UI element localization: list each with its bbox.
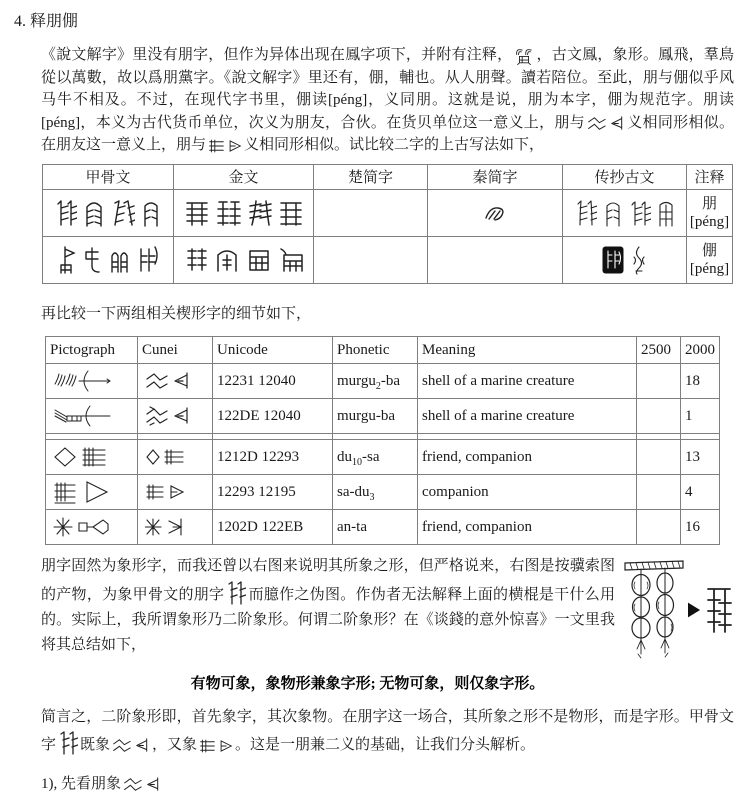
phonetic-base: sa-du [337,483,370,500]
cc4-glyph [657,198,675,228]
unicode-cell: 1212D 12293 [213,440,333,475]
qin1-glyph [482,203,508,223]
meaning-cell: companion [418,475,637,510]
cc1-glyph [575,198,597,228]
phonetic-cell [333,399,418,434]
text-run: 既象 [80,737,111,753]
unicode-cell: 122DE 12040 [213,399,333,434]
bp3-glyph [248,198,272,228]
phonetic-cell [333,364,418,399]
annotation-pinyin: [péng] [689,213,730,230]
oracle-peng-glyph-icon [226,579,246,606]
text-run: 而臆作之伪图。作伪者无法解释上面的横棍是干什么用的。实际上，我所谓象形乃二阶象形。何谓二阶象形？在《谈錢的意外惊喜》一文里我将其总结如下， [41,587,615,653]
cuneiform-cell [138,364,213,399]
shell-strings-drawing [623,556,685,664]
meaning-cell: shell of a marine creature [418,364,637,399]
col-header-cunei: Cunei [138,337,213,364]
cuneiform-cell [138,399,213,434]
count-2500-cell [637,510,681,545]
paragraph-summary [41,705,734,757]
cun1-glyph [145,371,191,391]
chu-slip-glyph-cell [314,189,428,236]
phonetic-sub: 2 [375,380,381,392]
bp2-glyph [216,198,242,228]
phonetic-cell [333,440,418,475]
principle-statement: 有物可象，象物形兼象字形; 无物可象，则仅象字形。 [190,676,545,692]
document-page [0,8,735,809]
op1-glyph [55,198,77,228]
pict5-glyph [53,516,109,538]
text-run: 义相同形相似。试比较二字的上古写法如下， [244,137,545,153]
annotation-cell [687,189,733,236]
transmitted-glyph-cell [563,236,687,283]
shell-string-figure [623,556,734,664]
annotation-pinyin: [péng] [689,260,730,277]
meaning-cell: friend, companion [418,440,637,475]
count-2500-cell [637,364,681,399]
oracle-bone-glyph-cell [43,189,174,236]
phonetic-cell [333,510,418,545]
pictograph-cell [46,364,138,399]
annotation-char: 朋 [701,195,717,212]
col-header-chuanchao: 传抄古文 [563,164,687,189]
col-header-pictograph: Pictograph [46,337,138,364]
table-header-row [43,164,733,189]
text-run: 1), 先看朋象 [41,776,121,792]
text-run: ，古文鳳，象形。鳳飛，羣鳥從以萬數，故以爲朋黨字。《說文解字》里还有，倗，輔也。从人朋聲。讀若陪位。至此，朋与倗似乎风马牛不相及。不过，在现代字书里，倗读[péng]，义同朋。这就是说，朋为本字，倗为规范字。朋读[péng]，本义为古代货币单位，次义为朋友，合伙。在货贝单位这一意义上，朋与 [41,47,734,131]
phonetic-base: du [337,448,352,465]
col-header-chujian: 楚简字 [314,164,428,189]
oq2-glyph [82,245,102,275]
cun4-glyph [145,483,185,501]
meaning-cell: friend, companion [418,510,637,545]
phonetic-base: murgu [337,372,376,389]
cc3-glyph [629,198,651,228]
text-run: 义相同形相似。在朋友这一意义上，朋与 [41,114,734,153]
op4-glyph [141,198,161,228]
cun2-glyph [145,405,191,427]
text-run: ，又象 [152,737,198,753]
cunei-sadu-glyph-icon [199,738,233,754]
cuneiform-cell [138,510,213,545]
count-2000-cell: 4 [681,475,720,510]
paragraph-compare: 再比较一下两组相关楔形字的细节如下， [41,305,312,322]
phonetic-base: an-ta [337,518,367,535]
oq3-glyph [108,245,130,275]
op3-glyph [111,198,135,228]
text-run: 《說文解字》里没有朋字，但作为异体出现在鳳字项下，并附有注释， [41,47,513,63]
ccb1-glyph [602,246,624,274]
paragraph-intro [41,44,734,157]
oq1-glyph [58,245,76,275]
phonetic-sub: 10 [352,456,362,468]
count-2500-cell [637,399,681,434]
pictograph-cell [46,510,138,545]
cun3-glyph [145,448,185,466]
cunei-sadu-glyph-icon [208,138,242,154]
text-run: 朋字固然为象形字，而我还曾以右图来说明其所象之形，但严格说来，右图是按骥索图的产物，为象甲骨文的朋字 [41,558,615,603]
annotation-char: 倗 [701,242,717,259]
guwen-feng-glyph-icon [514,46,534,65]
count-2500-cell [637,440,681,475]
pict3-glyph [53,446,109,468]
qin-slip-glyph-cell [428,236,563,283]
paragraph-discussion [41,554,734,658]
col-header-jiaguwen: 甲骨文 [43,164,174,189]
bp1-glyph [184,198,210,228]
pictograph-cell [46,440,138,475]
oracle-peng-glyph-icon [58,729,78,756]
oq4-glyph [136,245,158,275]
cun5-glyph [145,517,185,537]
table-row-peng2 [43,236,733,283]
oracle-peng-large-glyph [704,583,734,637]
bronze-glyph-cell [174,236,314,283]
qin-slip-glyph-cell [428,189,563,236]
transmitted-glyph-cell [563,189,687,236]
cunei-murgu-glyph-icon [112,737,150,754]
col-header-2000: 2000 [681,337,720,364]
cuneiform-cell [138,475,213,510]
count-2000-cell: 13 [681,440,720,475]
cuneiform-table [45,336,720,545]
page-title: 4. 释朋倗 [14,13,79,30]
count-2000-cell: 18 [681,364,720,399]
col-header-jinwen: 金文 [174,164,314,189]
oracle-bone-glyph-cell [43,236,174,283]
col-header-zhushi: 注释 [687,164,733,189]
pictograph-cell [46,399,138,434]
col-header-unicode: Unicode [213,337,333,364]
unicode-cell: 12293 12195 [213,475,333,510]
bp4-glyph [278,198,304,228]
text-run: 简言之，二阶象形即，首先象字，其次象物。在朋字这一场合，其所象之形不是物形，而是字形。甲骨文字 [41,709,734,753]
count-2000-cell: 16 [681,510,720,545]
phonetic-rest: -sa [362,448,380,465]
table-row-murgu2-ba [46,364,720,399]
bq4-glyph [278,246,304,274]
text-run: 。这是一朋兼二义的基础，让我们分头解析。 [235,737,536,753]
bq2-glyph [214,246,240,274]
pictograph-cell [46,475,138,510]
cunei-murgu-glyph-icon [123,776,161,793]
ancient-scripts-table [42,164,733,284]
col-header-qinjian: 秦简字 [428,164,563,189]
unicode-cell: 1202D 122EB [213,510,333,545]
table-row-murgu-ba [46,399,720,434]
meaning-cell: shell of a marine creature [418,399,637,434]
table-row-du10-sa [46,440,720,475]
bq1-glyph [184,246,208,274]
col-header-phonetic: Phonetic [333,337,418,364]
op2-glyph [83,198,105,228]
pict2-glyph [53,404,111,428]
arrow-right-icon [688,601,701,619]
col-header-meaning: Meaning [418,337,637,364]
bronze-glyph-cell [174,189,314,236]
col-header-2500: 2500 [637,337,681,364]
phonetic-rest: -ba [380,372,401,389]
cc2-glyph [603,198,623,228]
table-row-sa-du3 [46,475,720,510]
unicode-cell: 12231 12040 [213,364,333,399]
pict4-glyph [53,480,109,504]
cunei-murgu-glyph-icon [587,115,625,132]
bq3-glyph [246,247,272,273]
cuneiform-cell [138,440,213,475]
annotation-cell [687,236,733,283]
count-2500-cell [637,475,681,510]
ccb2-glyph [630,245,648,275]
pict1-glyph [53,369,111,393]
chu-slip-glyph-cell [314,236,428,283]
phonetic-sub: 3 [369,491,375,503]
table-row-an-ta [46,510,720,545]
table-row-peng [43,189,733,236]
phonetic-cell [333,475,418,510]
count-2000-cell: 1 [681,399,720,434]
table-header-row [46,337,720,364]
section-1-heading [41,773,734,796]
phonetic-base: murgu-ba [337,407,396,424]
